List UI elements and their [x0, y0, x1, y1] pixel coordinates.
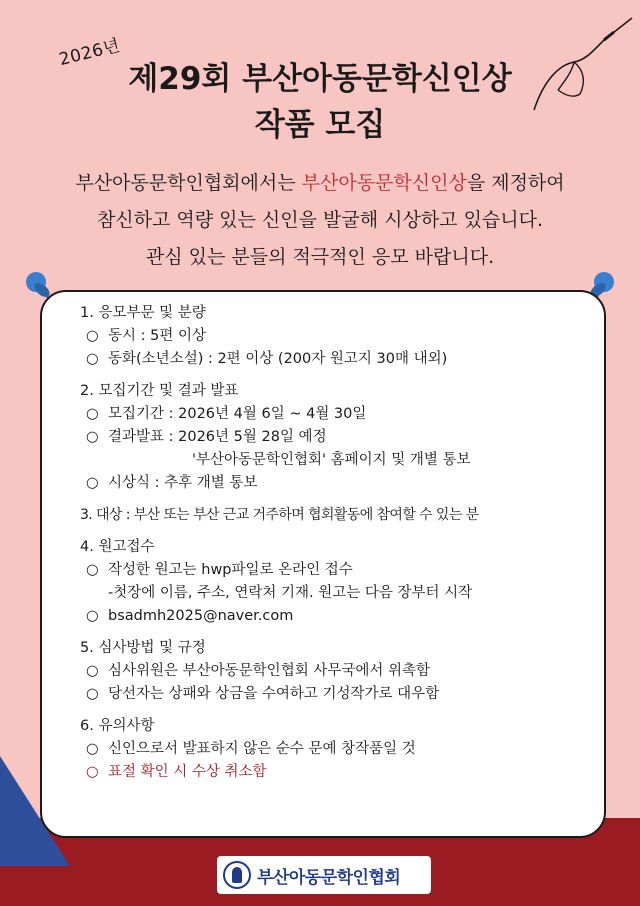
section-review	[80, 637, 586, 706]
list-item	[80, 348, 586, 371]
bullet-circle-icon: ○	[86, 741, 99, 757]
list-item	[80, 403, 586, 426]
list-item	[80, 683, 586, 706]
section-eligibility	[80, 504, 586, 527]
list-item	[80, 738, 586, 761]
list-item-warning	[80, 761, 586, 784]
section-heading: 1. 응모부문 및 분량	[80, 305, 206, 321]
association-logo	[217, 856, 431, 894]
item-text: 작성한 원고는 hwp파일로 온라인 접수	[108, 562, 353, 578]
bullet-circle-icon: ○	[86, 608, 99, 624]
intro-line-3: 관심 있는 분들의 적극적인 응모 바랍니다.	[145, 246, 495, 268]
section-heading: 3. 대상 : 부산 또는 부산 근교 거주하며 협회활동에 참여할 수 있는 분	[80, 507, 479, 523]
intro-line-1-suffix: 을 제정하여	[466, 172, 565, 194]
section-heading: 5. 심사방법 및 규정	[80, 640, 206, 656]
title-line-2: 작품 모집	[254, 107, 386, 143]
item-text: 표절 확인 시 수상 취소함	[108, 764, 267, 780]
intro-award-name: 부산아동문학신인상	[301, 172, 467, 194]
notice-card	[40, 290, 606, 838]
item-text: 동화(소년소설) : 2편 이상 (200자 원고지 30매 내외)	[108, 351, 448, 367]
intro-line-2: 참신하고 역량 있는 신인을 발굴해 시상하고 있습니다.	[96, 209, 544, 231]
bullet-circle-icon: ○	[86, 475, 99, 491]
bullet-circle-icon: ○	[86, 562, 99, 578]
bullet-circle-icon: ○	[86, 764, 99, 780]
item-text: 동시 : 5편 이상	[108, 328, 206, 344]
emblem-icon	[223, 861, 251, 889]
item-text: 시상식 : 추후 개별 통보	[108, 475, 258, 491]
section-heading: 6. 유의사항	[80, 718, 155, 734]
bullet-circle-icon: ○	[86, 406, 99, 422]
list-item	[80, 426, 586, 449]
item-text: 모집기간 : 2026년 4월 6일 ~ 4월 30일	[108, 406, 367, 422]
bullet-circle-icon: ○	[86, 429, 99, 445]
section-period	[80, 380, 586, 495]
page-title	[0, 56, 640, 148]
item-text: 당선자는 상패와 상금을 수여하고 기성작가로 대우함	[108, 686, 440, 702]
bullet-circle-icon: ○	[86, 351, 99, 367]
list-item	[80, 559, 586, 582]
section-heading: 2. 모집기간 및 결과 발표	[80, 383, 239, 399]
list-item	[80, 660, 586, 683]
section-submission	[80, 536, 586, 628]
item-text: 심사위원은 부산아동문학인협회 사무국에서 위촉함	[108, 663, 430, 679]
title-line-1: 제29회 부산아동문학신인상	[128, 61, 512, 97]
bullet-circle-icon: ○	[86, 686, 99, 702]
list-item	[80, 325, 586, 348]
item-text: 결과발표 : 2026년 5월 28일 예정	[108, 429, 327, 445]
intro-line-1-prefix: 부산아동문학인협회에서는	[75, 172, 302, 194]
list-item	[80, 472, 586, 495]
item-text: 신인으로서 발표하지 않은 순수 문예 창작품일 것	[108, 741, 416, 757]
bullet-circle-icon: ○	[86, 328, 99, 344]
item-continuation: '부산아동문학인협회' 홈페이지 및 개별 통보	[192, 452, 471, 468]
logo-text: 부산아동문학인협회	[257, 867, 401, 888]
section-category	[80, 302, 586, 371]
item-continuation: -첫장에 이름, 주소, 연락처 기재. 원고는 다음 장부터 시작	[108, 585, 473, 601]
section-notes	[80, 715, 586, 784]
intro-line-1	[0, 165, 640, 202]
bullet-circle-icon: ○	[86, 663, 99, 679]
year-label: 2026년	[57, 35, 123, 71]
section-heading: 4. 원고접수	[80, 539, 155, 555]
intro-text	[0, 165, 640, 276]
list-item	[80, 605, 586, 628]
email-address[interactable]: bsadmh2025@naver.com	[108, 608, 294, 624]
